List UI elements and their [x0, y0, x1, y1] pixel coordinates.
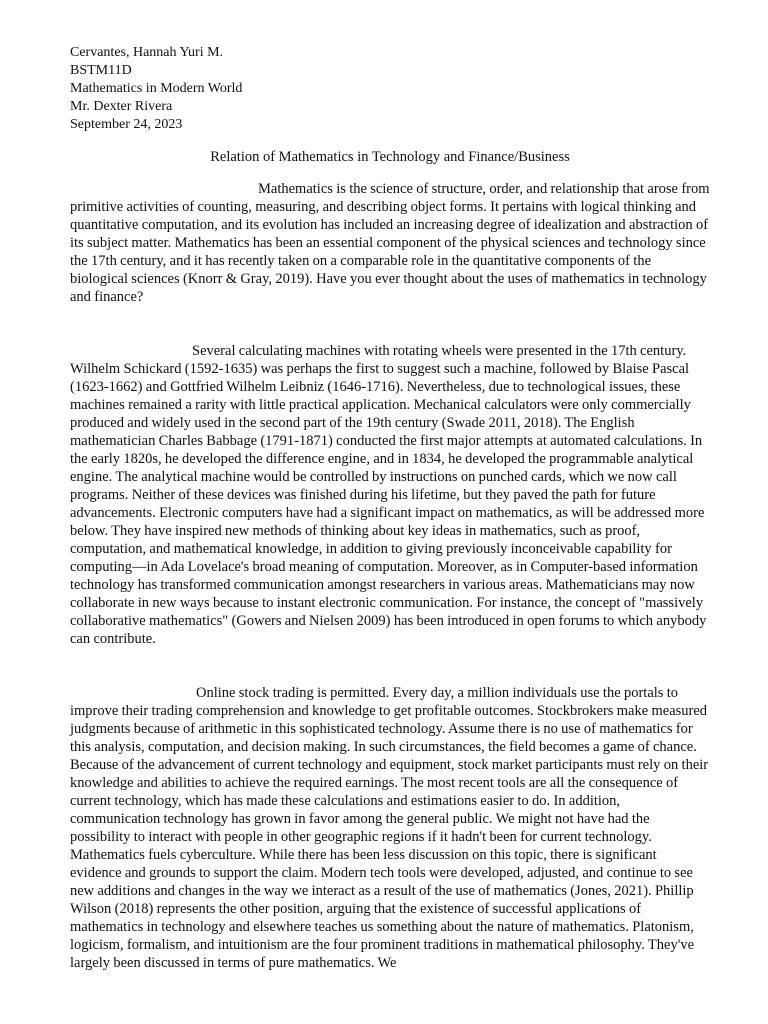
- section-code: BSTM11D: [70, 63, 132, 78]
- document-page: [70, 44, 710, 972]
- paragraph-technology-history: Several calculating machines with rotating wheels were presented in the 17th century. Wilhelm Schickard (1592-1635) was perhaps the first to suggest such a machine, followed by Blaise Pascal (1623-1662) and Gottfried Wilhelm Leibniz (1646-1716). Nevertheless, due to technological issues, these machines remained a rarity with little practical application. Mechanical calculators were only commercially produced and widely used in the second part of the 19th century (Swade 2011, 2018). The English mathematician Charles Babbage (1791-1871) conducted the first major attempts at automated calculations. In the early 1820s, he developed the difference engine, and in 1834, he developed the programmable analytical engine. The analytical machine would be controlled by instructions on punched cards, which we now call programs. Neither of these devices was finished during his lifetime, but they paved the path for future advancements. Electronic computers have had a significant impact on mathematics, as will be addressed more below. They have inspired new methods of thinking about key ideas in mathematics, such as proof, computation, and mathematical knowledge, in addition to giving previously inconceivable capability for computing—in Ada Lovelace's broad meaning of computation. Moreover, as in Computer-based information technology has transformed communication amongst researchers in various areas. Mathematicians may now collaborate in new ways because to instant electronic communication. For instance, the concept of "massively collaborative mathematics" (Gowers and Nielsen 2009) has been introduced in open forums to which anybody can contribute.: [70, 343, 707, 647]
- essay-title: Relation of Mathematics in Technology and Finance/Business: [210, 149, 570, 165]
- document-date: September 24, 2023: [70, 117, 183, 132]
- paragraph-finance: Online stock trading is permitted. Every day, a million individuals use the portals to improve their trading comprehension and knowledge to get profitable outcomes. Stockbrokers make measured judgments because of arithmetic in this sophisticated technology. Assume there is no use of mathematics for this analysis, computation, and decision making. In such circumstances, the field becomes a game of chance. Because of the advancement of current technology and equipment, stock market participants must rely on their knowledge and abilities to achieve the required earnings. The most recent tools are all the consequence of current technology, which has made these calculations and estimations easier to do. In addition, communication technology has grown in favor among the general public. We might not have had the possibility to interact with people in other geographic regions if it hadn't been for current technology. Mathematics fuels cyberculture. While there has been less discussion on this topic, there is significant evidence and grounds to support the claim. Modern tech tools were developed, adjusted, and continue to see new additions and changes in the way we interact as a result of the use of mathematics (Jones, 2021). Phillip Wilson (2018) represents the other position, arguing that the existence of successful applications of mathematics in technology and elsewhere teaches us something about the nature of mathematics. Platonism, logicism, formalism, and intuitionism are the four prominent traditions in mathematical philosophy. They've largely been discussed in terms of pure mathematics. We: [70, 685, 709, 971]
- paragraph-intro: Mathematics is the science of structure, order, and relationship that arose from primitive activities of counting, measuring, and describing object forms. It pertains with logical thinking and quantitative computation, and its evolution has included an increasing degree of idealization and abstraction of its subject matter. Mathematics has been an essential component of the physical sciences and technology since the 17th century, and it has recently taken on a comparable role in the quantitative components of the biological sciences (Knorr & Gray, 2019). Have you ever thought about the uses of mathematics in technology and finance?: [70, 181, 710, 305]
- course-name: Mathematics in Modern World: [70, 81, 243, 96]
- author-name: Cervantes, Hannah Yuri M.: [70, 45, 224, 60]
- instructor-name: Mr. Dexter Rivera: [70, 99, 173, 114]
